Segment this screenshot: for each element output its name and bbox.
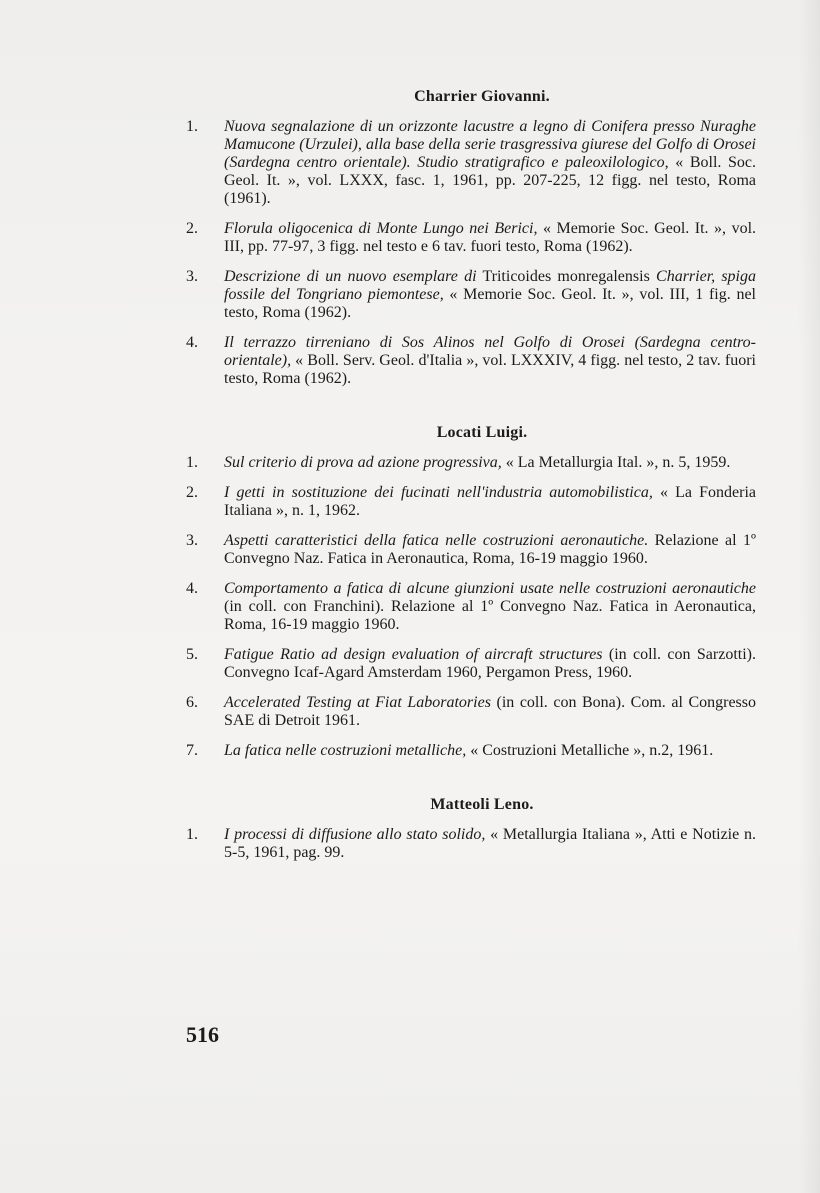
entry-details: (in coll. con Sarzotti). Convegno Icaf-Agard Amsterdam 1960, Pergamon Press, 1960. bbox=[224, 646, 756, 681]
page-edge-shadow bbox=[798, 0, 820, 1193]
entry-details: (in coll. con Franchini). Relazione al 1º Convegno Naz. Fatica in Aeronautica, Roma, 16-19 maggio 1960. bbox=[224, 598, 756, 633]
entry-details: « Memorie Soc. Geol. It. », vol. III, pp. 77-97, 3 figg. nel testo e 6 tav. fuori testo, Roma (1962). bbox=[224, 220, 757, 255]
bibliography-entry bbox=[186, 646, 756, 682]
bibliography-entry bbox=[186, 220, 756, 256]
entry-title: La fatica nelle costruzioni metalliche, bbox=[224, 742, 467, 759]
entry-title: Florula oligocenica di Monte Lungo nei Berici, bbox=[224, 220, 538, 237]
entry-number: 6. bbox=[186, 694, 198, 711]
entry-details: « Boll. Soc. Geol. It. », vol. LXXX, fasc. 1, 1961, pp. 207-225, 12 figg. nel testo, Roma (1961). bbox=[224, 154, 757, 207]
entry-details: « La Metallurgia Ital. », n. 5, 1959. bbox=[501, 454, 731, 471]
section-matteoli bbox=[186, 796, 756, 862]
bibliography-entry bbox=[186, 826, 756, 862]
entry-details: « Memorie Soc. Geol. It. », vol. III, 1 fig. nel testo, Roma (1962). bbox=[224, 286, 756, 321]
bibliography-entry bbox=[186, 334, 756, 388]
entry-number: 2. bbox=[186, 484, 198, 501]
entry-title: Accelerated Testing at Fiat Laboratories bbox=[224, 694, 491, 711]
entry-title: Descrizione di un nuovo esemplare di bbox=[224, 268, 477, 285]
bibliography-entry bbox=[186, 532, 756, 568]
entry-title: Fatigue Ratio ad design evaluation of aircraft structures bbox=[224, 646, 603, 663]
entry-title: I getti in sostituzione dei fucinati nell'industria automobilistica, bbox=[224, 484, 653, 501]
section-locati bbox=[186, 424, 756, 760]
entry-number: 1. bbox=[186, 454, 198, 471]
entry-number: 2. bbox=[186, 220, 198, 237]
bibliography-entry bbox=[186, 118, 756, 208]
entry-number: 5. bbox=[186, 646, 198, 663]
bibliography-entry bbox=[186, 484, 756, 520]
entry-number: 4. bbox=[186, 580, 198, 597]
author-heading: Charrier Giovanni. bbox=[414, 88, 550, 105]
entry-details: « Boll. Serv. Geol. d'Italia », vol. LXXXIV, 4 figg. nel testo, 2 tav. fuori testo, Roma (1962). bbox=[224, 352, 756, 387]
entry-title-continued: Charrier, spiga fossile del Tongriano piemontese, bbox=[224, 268, 757, 303]
bibliography-entry bbox=[186, 454, 756, 472]
entry-details: Relazione al 1º Convegno Naz. Fatica in Aeronautica, Roma, 16-19 maggio 1960. bbox=[224, 532, 756, 567]
entry-number: 1. bbox=[186, 826, 198, 843]
entry-title: Comportamento a fatica di alcune giunzioni usate nelle costruzioni aeronautiche bbox=[224, 580, 756, 597]
bibliography-entry bbox=[186, 580, 756, 634]
entry-details: (in coll. con Bona). Com. al Congresso SAE di Detroit 1961. bbox=[224, 694, 756, 729]
entry-title: Sul criterio di prova ad azione progressiva, bbox=[224, 454, 502, 471]
author-heading: Matteoli Leno. bbox=[430, 796, 534, 813]
entry-title: Aspetti caratteristici della fatica nelle costruzioni aeronautiche. bbox=[224, 532, 649, 549]
entry-number: 1. bbox=[186, 118, 198, 135]
entry-number: 3. bbox=[186, 268, 198, 285]
entry-number: 7. bbox=[186, 742, 198, 759]
page-number: 516 bbox=[186, 1022, 219, 1047]
entry-number: 3. bbox=[186, 532, 198, 549]
entry-details: « Metallurgia Italiana », Atti e Notizie n. 5-5, 1961, pag. 99. bbox=[224, 826, 756, 861]
entry-number: 4. bbox=[186, 334, 198, 351]
entry-details: « Costruzioni Metalliche », n.2, 1961. bbox=[466, 742, 714, 759]
author-heading: Locati Luigi. bbox=[436, 424, 528, 441]
bibliography-entry bbox=[186, 694, 756, 730]
bibliography-content bbox=[186, 88, 756, 874]
bibliography-entry bbox=[186, 742, 756, 760]
entry-details: « La Fonderia Italiana », n. 1, 1962. bbox=[224, 484, 756, 519]
section-charrier bbox=[186, 88, 756, 388]
bibliography-entry bbox=[186, 268, 756, 322]
entry-title: I processi di diffusione allo stato solido, bbox=[224, 826, 486, 843]
species-name: Triticoides monregalensis bbox=[476, 268, 657, 285]
entry-title: Il terrazzo tirreniano di Sos Alinos nel Golfo di Orosei (Sardegna centro-orientale), bbox=[224, 334, 756, 369]
entry-title: Nuova segnalazione di un orizzonte lacustre a legno di Conifera presso Nuraghe Mamucone (Urzulei), alla base della serie trasgressiva giurese del Golfo di Orosei (Sardegna centro orientale). Studio stratigrafico e paleoxilologico, bbox=[224, 118, 756, 171]
